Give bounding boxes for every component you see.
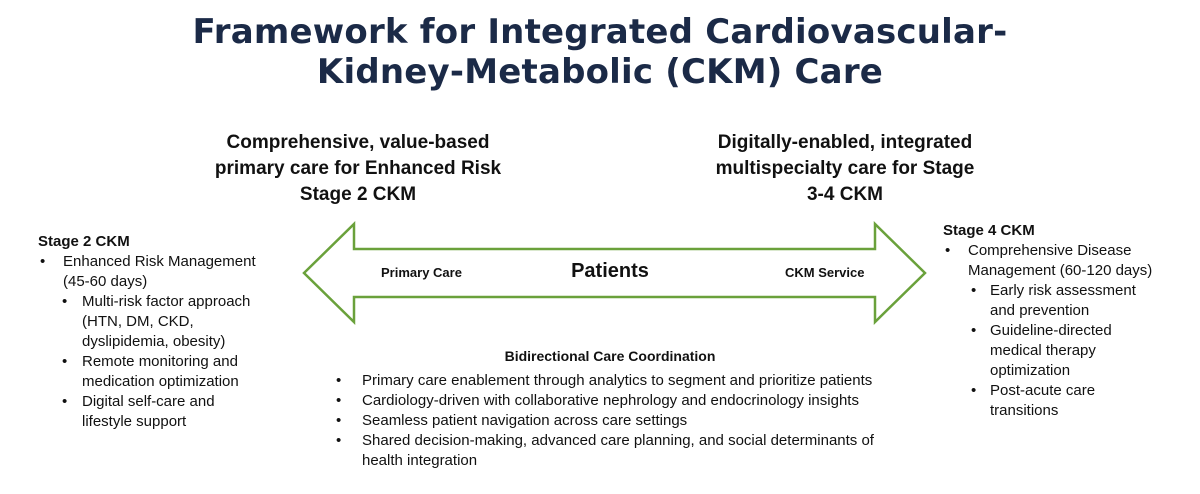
item-line: (45-60 days) — [63, 273, 148, 290]
sub-list-item — [38, 352, 298, 392]
heading-line: Stage 2 CKM — [299, 184, 417, 205]
item-line: • Early risk assessment — [990, 282, 1136, 299]
heading-line: Comprehensive, value-based — [226, 132, 490, 153]
item-line: and prevention — [990, 302, 1090, 319]
heading-line: 3-4 CKM — [806, 184, 883, 205]
stage-4-list — [943, 241, 1183, 281]
ckm-service-label: CKM Service — [785, 265, 865, 280]
title-line-2: Kidney-Metabolic (CKM) Care — [316, 52, 884, 92]
stage-4-heading: Stage 4 CKM — [943, 222, 1035, 239]
heading-line: primary care for Enhanced Risk — [214, 158, 502, 179]
sub-list-item — [943, 281, 1183, 321]
sub-list-item — [943, 381, 1183, 421]
item-line: transitions — [990, 402, 1059, 419]
stage-2-sublist — [38, 292, 298, 432]
sub-list-item — [38, 292, 298, 352]
item-line: dyslipidemia, obesity) — [82, 333, 226, 350]
item-line: • Digital self-care and — [82, 393, 215, 410]
item-line: Management (60-120 days) — [968, 262, 1153, 279]
item-line: • Post-acute care — [990, 382, 1096, 399]
stage-4-panel — [943, 221, 1183, 421]
item-line: • Guideline-directed — [990, 322, 1112, 339]
stage-2-list — [38, 252, 298, 292]
stage-2-panel — [38, 232, 298, 432]
item-line: optimization — [990, 362, 1071, 379]
item-line: • Comprehensive Disease — [968, 242, 1132, 259]
item-line: • Remote monitoring and — [82, 353, 238, 370]
stage-4-sublist — [943, 281, 1183, 421]
list-item: • Primary care enablement through analytics to segment and prioritize patients — [330, 371, 890, 391]
primary-care-label: Primary Care — [381, 265, 462, 280]
list-item: • Cardiology-driven with collaborative nephrology and endocrinology insights — [330, 391, 890, 411]
item-line: • Enhanced Risk Management — [63, 253, 256, 270]
patients-label: Patients — [571, 260, 649, 282]
list-item: • Shared decision-making, advanced care planning, and social determinants of health integration — [330, 431, 890, 471]
sub-list-item — [943, 321, 1183, 381]
title-line-1: Framework for Integrated Cardiovascular- — [192, 12, 1008, 52]
item-line: medication optimization — [82, 373, 239, 390]
heading-line: Digitally-enabled, integrated — [717, 132, 973, 153]
heading-line: multispecialty care for Stage — [715, 158, 975, 179]
item-line: • Multi-risk factor approach — [82, 293, 251, 310]
care-coordination-list — [330, 371, 890, 471]
list-item: • Seamless patient navigation across care settings — [330, 411, 890, 431]
item-line: lifestyle support — [82, 413, 187, 430]
care-coordination-heading: Bidirectional Care Coordination — [504, 348, 716, 364]
list-item — [38, 252, 298, 292]
list-item — [943, 241, 1183, 281]
item-line: (HTN, DM, CKD, — [82, 313, 194, 330]
stage-2-heading: Stage 2 CKM — [38, 233, 130, 250]
care-coordination-panel — [330, 346, 890, 471]
item-line: medical therapy — [990, 342, 1096, 359]
sub-list-item — [38, 392, 298, 432]
